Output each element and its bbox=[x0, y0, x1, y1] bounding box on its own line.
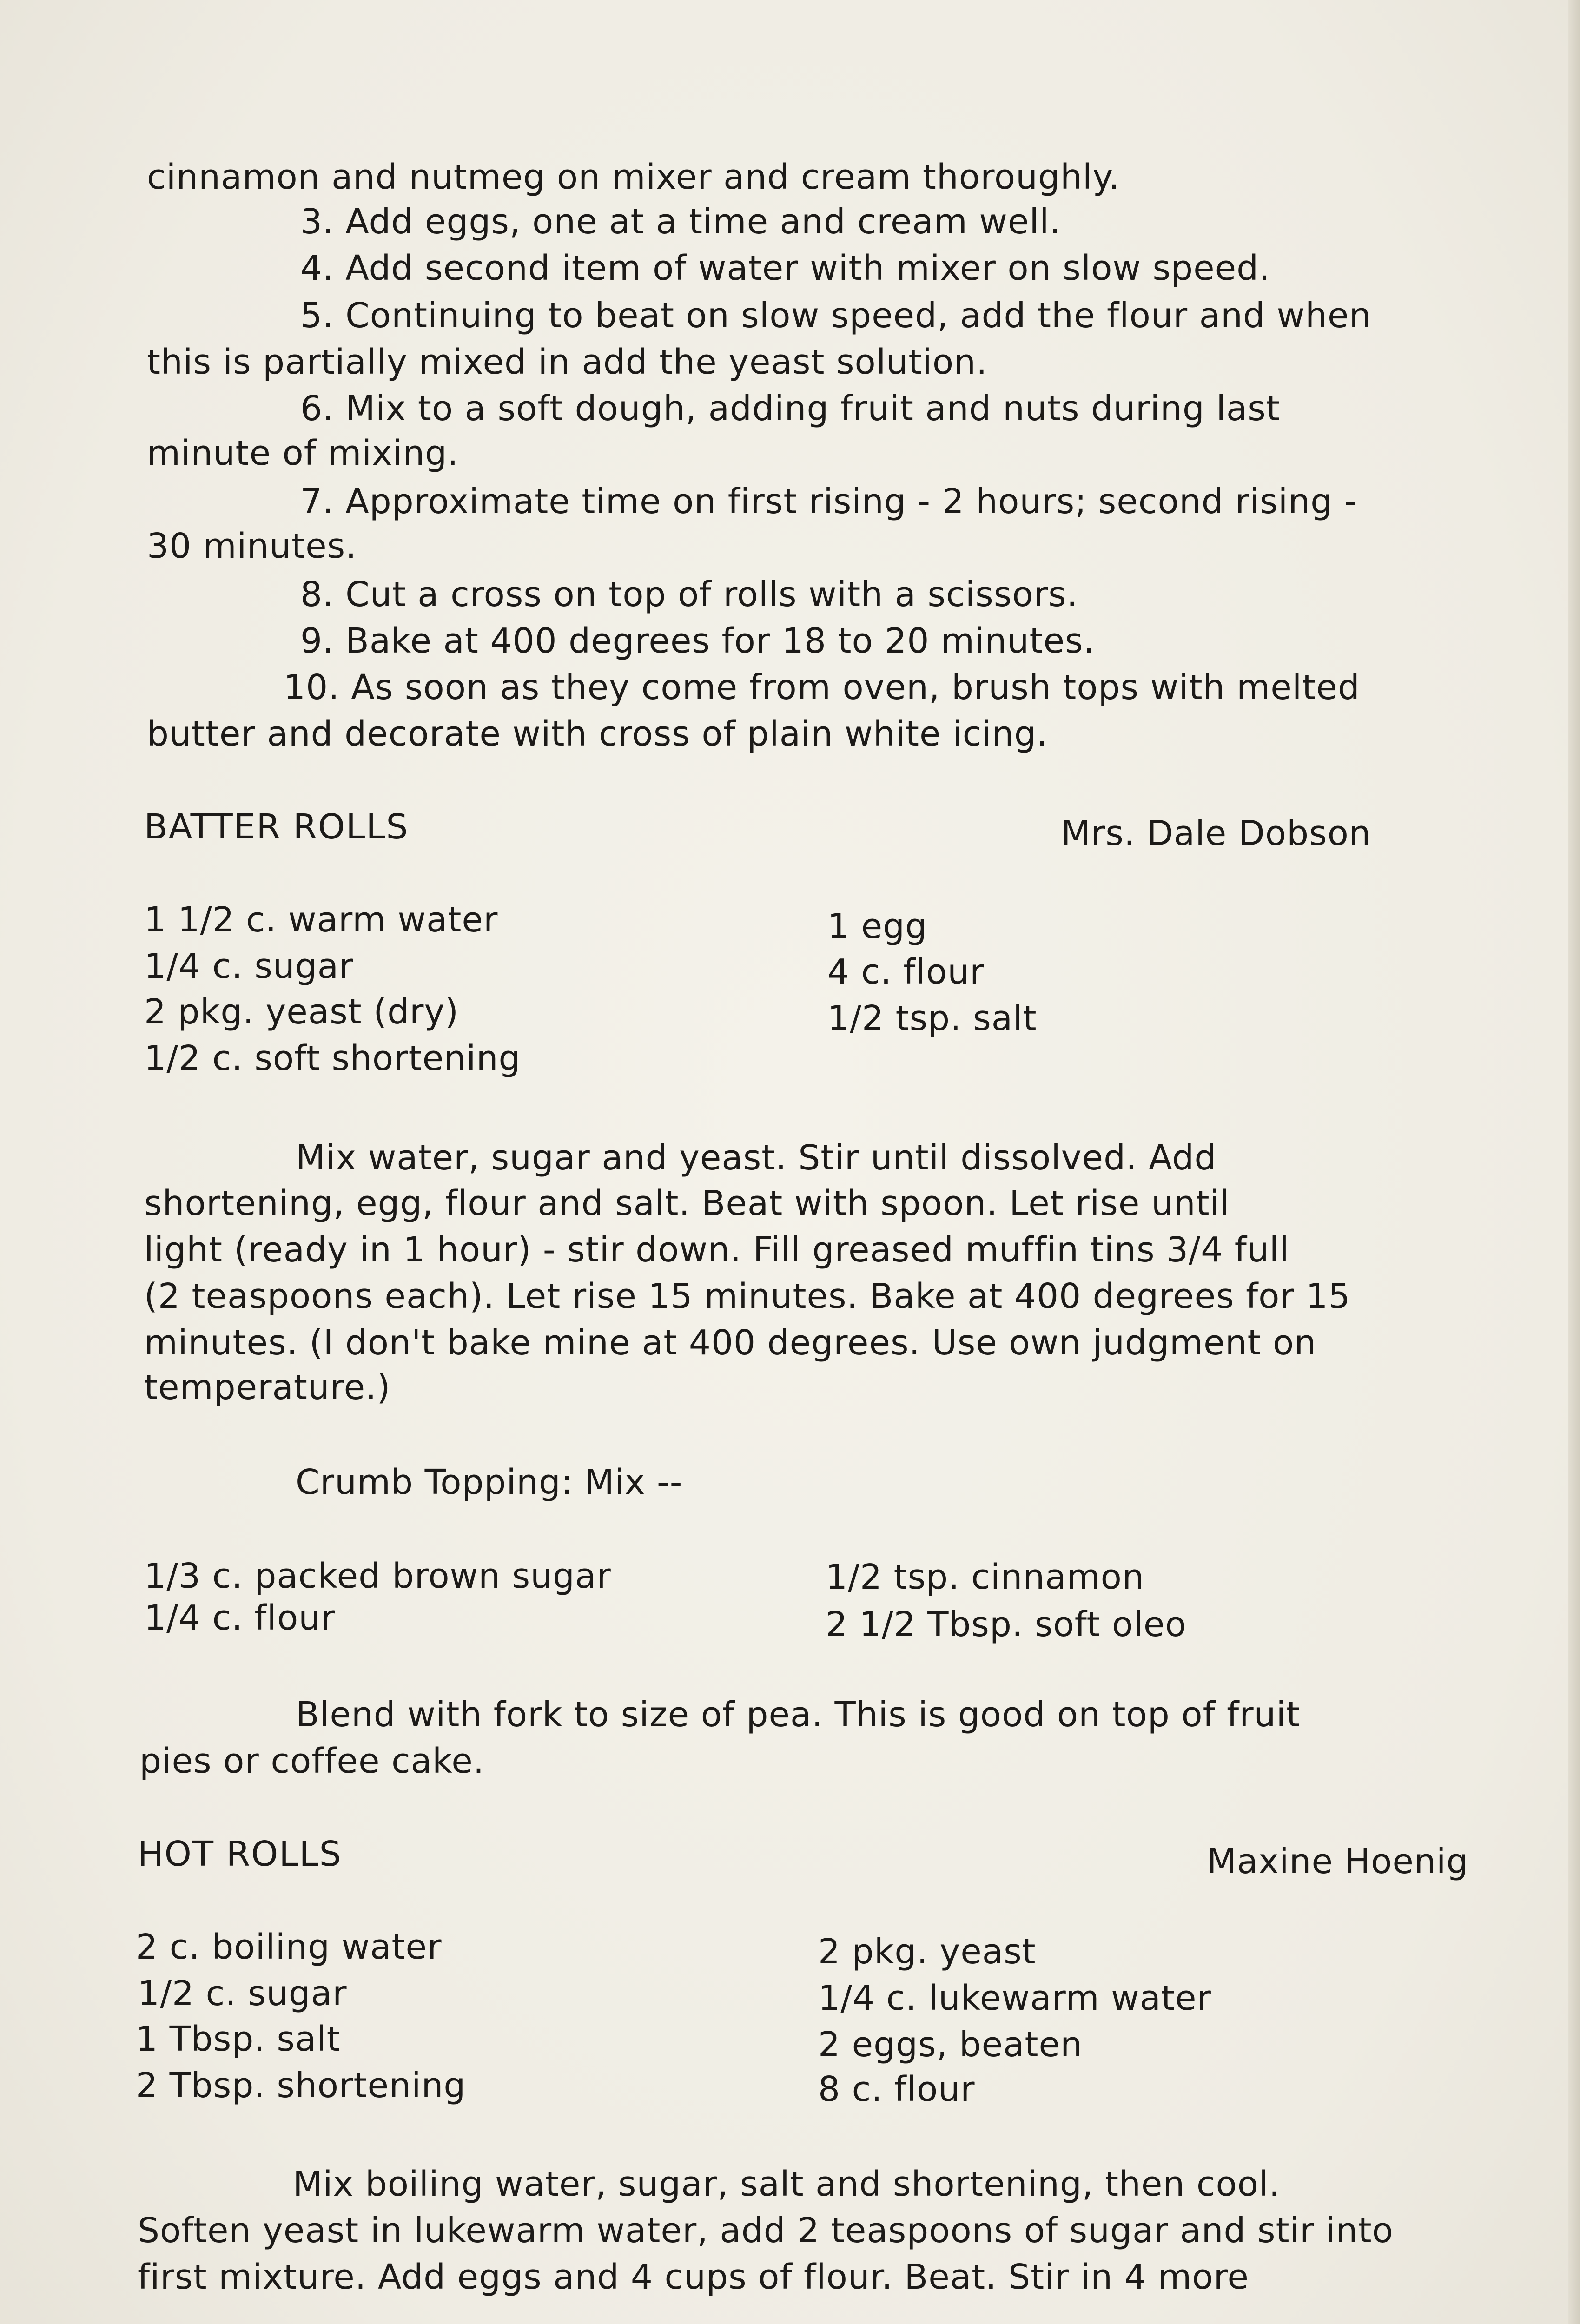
hot-ingredient-right-2: 1/4 c. lukewarm water bbox=[818, 1978, 1211, 2018]
hot-ingredient-left-2: 1/2 c. sugar bbox=[138, 1974, 347, 2014]
crumb-ingredient-left-2: 1/4 c. flour bbox=[144, 1598, 336, 1638]
hot-ingredient-right-3: 2 eggs, beaten bbox=[818, 2025, 1083, 2065]
hot-rolls-author: Maxine Hoenig bbox=[1207, 1842, 1469, 1882]
hot-ingredient-right-1: 2 pkg. yeast bbox=[818, 1932, 1036, 1972]
step-5-line-2: this is partially mixed in add the yeast solution. bbox=[147, 342, 988, 382]
batter-ingredient-left-4: 1/2 c. soft shortening bbox=[144, 1038, 521, 1078]
batter-ingredient-left-2: 1/4 c. sugar bbox=[144, 946, 354, 986]
batter-directions-line-1: Mix water, sugar and yeast. Stir until dissolved. Add bbox=[296, 1138, 1217, 1178]
step-6-line-2: minute of mixing. bbox=[147, 433, 459, 473]
step-7-line-2: 30 minutes. bbox=[147, 526, 357, 566]
hot-directions-line-2: Soften yeast in lukewarm water, add 2 teaspoons of sugar and stir into bbox=[138, 2211, 1394, 2251]
step-8: 8. Cut a cross on top of rolls with a scissors. bbox=[300, 574, 1078, 614]
batter-directions-line-4: (2 teaspoons each). Let rise 15 minutes. Bake at 400 degrees for 15 bbox=[144, 1276, 1351, 1316]
hot-directions-line-1: Mix boiling water, sugar, salt and shortening, then cool. bbox=[293, 2164, 1281, 2204]
step-5-line-1: 5. Continuing to beat on slow speed, add the flour and when bbox=[300, 296, 1372, 336]
step-6-line-1: 6. Mix to a soft dough, adding fruit and nuts during last bbox=[300, 389, 1280, 429]
hot-rolls-title: HOT ROLLS bbox=[138, 1834, 342, 1874]
batter-directions-line-3: light (ready in 1 hour) - stir down. Fill greased muffin tins 3/4 full bbox=[144, 1230, 1289, 1270]
page-edge-shadow bbox=[1568, 0, 1580, 2324]
step-9: 9. Bake at 400 degrees for 18 to 20 minutes. bbox=[300, 621, 1095, 661]
step-10-line-2: butter and decorate with cross of plain white icing. bbox=[147, 714, 1048, 754]
batter-directions-line-2: shortening, egg, flour and salt. Beat with spoon. Let rise until bbox=[144, 1183, 1230, 1223]
crumb-ingredient-right-1: 1/2 tsp. cinnamon bbox=[826, 1557, 1144, 1597]
batter-rolls-title: BATTER ROLLS bbox=[144, 807, 409, 847]
hot-directions-line-3: first mixture. Add eggs and 4 cups of flour. Beat. Stir in 4 more bbox=[138, 2257, 1249, 2297]
crumb-topping-heading: Crumb Topping: Mix -- bbox=[296, 1462, 683, 1502]
hot-ingredient-right-4: 8 c. flour bbox=[818, 2069, 975, 2109]
crumb-directions-line-2: pies or coffee cake. bbox=[139, 1741, 485, 1781]
batter-ingredient-left-3: 2 pkg. yeast (dry) bbox=[144, 992, 459, 1032]
recipe-continuation-line: cinnamon and nutmeg on mixer and cream thoroughly. bbox=[147, 157, 1120, 197]
batter-directions-line-6: temperature.) bbox=[144, 1367, 391, 1407]
batter-ingredient-left-1: 1 1/2 c. warm water bbox=[144, 900, 498, 940]
batter-ingredient-right-1: 1 egg bbox=[827, 906, 928, 946]
step-7-line-1: 7. Approximate time on first rising - 2 hours; second rising - bbox=[300, 482, 1357, 522]
batter-ingredient-right-3: 1/2 tsp. salt bbox=[827, 998, 1037, 1038]
step-4: 4. Add second item of water with mixer on slow speed. bbox=[300, 248, 1270, 288]
batter-rolls-author: Mrs. Dale Dobson bbox=[1061, 813, 1371, 853]
batter-directions-line-5: minutes. (I don't bake mine at 400 degrees. Use own judgment on bbox=[144, 1323, 1317, 1363]
batter-ingredient-right-2: 4 c. flour bbox=[827, 952, 985, 992]
crumb-ingredient-right-2: 2 1/2 Tbsp. soft oleo bbox=[826, 1604, 1187, 1644]
hot-ingredient-left-4: 2 Tbsp. shortening bbox=[136, 2066, 466, 2106]
step-10-line-1: 10. As soon as they come from oven, brush tops with melted bbox=[284, 667, 1360, 707]
step-3: 3. Add eggs, one at a time and cream well. bbox=[300, 202, 1061, 242]
hot-ingredient-left-1: 2 c. boiling water bbox=[136, 1927, 442, 1967]
crumb-directions-line-1: Blend with fork to size of pea. This is good on top of fruit bbox=[296, 1695, 1301, 1735]
crumb-ingredient-left-1: 1/3 c. packed brown sugar bbox=[144, 1556, 611, 1596]
hot-ingredient-left-3: 1 Tbsp. salt bbox=[136, 2019, 341, 2059]
